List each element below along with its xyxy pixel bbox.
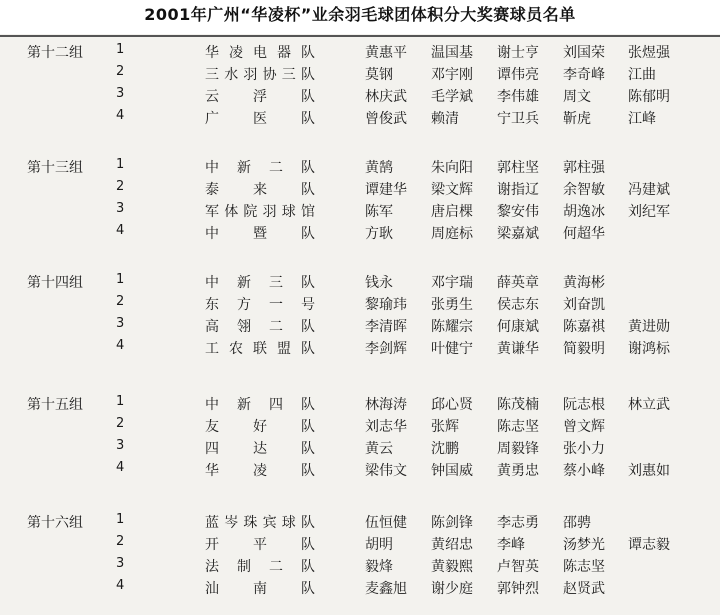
team-name: 军体院羽球馆 bbox=[205, 204, 315, 220]
roster-row bbox=[0, 155, 720, 177]
player-name: 赖清 bbox=[431, 111, 459, 127]
roster-row bbox=[0, 314, 720, 336]
player-name: 谭志毅 bbox=[628, 537, 670, 553]
team-number: 1 bbox=[116, 157, 125, 172]
player-name: 谢士亨 bbox=[497, 45, 539, 61]
player-name: 靳虎 bbox=[563, 111, 591, 127]
team-number: 2 bbox=[116, 294, 125, 309]
player-name: 黄毅熙 bbox=[431, 559, 473, 575]
player-name: 毅烽 bbox=[365, 559, 393, 575]
player-name: 莫钢 bbox=[365, 67, 393, 83]
group-block bbox=[0, 155, 720, 243]
player-name: 唐启棵 bbox=[431, 204, 473, 220]
player-name: 侯志东 bbox=[497, 297, 539, 313]
player-name: 李剑辉 bbox=[365, 341, 407, 357]
player-name: 梁伟文 bbox=[365, 463, 407, 479]
team-name: 华凌电器队 bbox=[205, 45, 315, 61]
player-name: 黄海彬 bbox=[563, 275, 605, 291]
player-name: 黎瑜玮 bbox=[365, 297, 407, 313]
title-divider bbox=[0, 35, 720, 37]
team-name: 高翎二队 bbox=[205, 319, 315, 335]
player-name: 林庆武 bbox=[365, 89, 407, 105]
team-name: 汕南队 bbox=[205, 581, 315, 597]
team-name: 友好队 bbox=[205, 419, 315, 435]
roster-row bbox=[0, 40, 720, 62]
player-name: 黄勇忠 bbox=[497, 463, 539, 479]
player-name: 蔡小峰 bbox=[563, 463, 605, 479]
group-name: 第十五组 bbox=[27, 397, 83, 413]
roster-row bbox=[0, 436, 720, 458]
player-name: 钟国威 bbox=[431, 463, 473, 479]
team-number: 4 bbox=[116, 223, 125, 238]
roster-row bbox=[0, 221, 720, 243]
player-name: 胡逸冰 bbox=[563, 204, 605, 220]
player-name: 刘志华 bbox=[365, 419, 407, 435]
player-name: 江曲 bbox=[628, 67, 656, 83]
group-block bbox=[0, 40, 720, 128]
roster-row bbox=[0, 62, 720, 84]
player-name: 余智敏 bbox=[563, 182, 605, 198]
player-name: 宁卫兵 bbox=[497, 111, 539, 127]
player-name: 谢鸿标 bbox=[628, 341, 670, 357]
player-name: 邱心贤 bbox=[431, 397, 473, 413]
player-name: 张小力 bbox=[563, 441, 605, 457]
player-name: 邓宇刚 bbox=[431, 67, 473, 83]
player-name: 刘奋凯 bbox=[563, 297, 605, 313]
player-name: 胡明 bbox=[365, 537, 393, 553]
roster-row bbox=[0, 84, 720, 106]
player-name: 沈鹏 bbox=[431, 441, 459, 457]
player-name: 周毅锋 bbox=[497, 441, 539, 457]
player-name: 叶健宁 bbox=[431, 341, 473, 357]
team-number: 1 bbox=[116, 512, 125, 527]
team-number: 1 bbox=[116, 42, 125, 57]
roster-row bbox=[0, 532, 720, 554]
team-name: 法制二队 bbox=[205, 559, 315, 575]
player-name: 黄绍忠 bbox=[431, 537, 473, 553]
team-number: 2 bbox=[116, 64, 125, 79]
player-name: 毛学斌 bbox=[431, 89, 473, 105]
team-name: 四达队 bbox=[205, 441, 315, 457]
player-name: 李奇峰 bbox=[563, 67, 605, 83]
team-name: 云浮队 bbox=[205, 89, 315, 105]
roster-row bbox=[0, 106, 720, 128]
player-name: 林立武 bbox=[628, 397, 670, 413]
player-name: 周文 bbox=[563, 89, 591, 105]
player-name: 陈剑锋 bbox=[431, 515, 473, 531]
player-name: 温国基 bbox=[431, 45, 473, 61]
player-name: 谭建华 bbox=[365, 182, 407, 198]
player-name: 陈志坚 bbox=[497, 419, 539, 435]
player-name: 何康斌 bbox=[497, 319, 539, 335]
player-name: 梁文辉 bbox=[431, 182, 473, 198]
team-name: 中新二队 bbox=[205, 160, 315, 176]
team-number: 2 bbox=[116, 534, 125, 549]
team-number: 3 bbox=[116, 316, 125, 331]
player-name: 赵贤武 bbox=[563, 581, 605, 597]
team-number: 1 bbox=[116, 272, 125, 287]
player-name: 刘惠如 bbox=[628, 463, 670, 479]
player-name: 曾文辉 bbox=[563, 419, 605, 435]
player-name: 刘国荣 bbox=[563, 45, 605, 61]
player-name: 郭柱强 bbox=[563, 160, 605, 176]
group-name: 第十二组 bbox=[27, 45, 83, 61]
team-name: 广医队 bbox=[205, 111, 315, 127]
player-name: 林海涛 bbox=[365, 397, 407, 413]
player-name: 陈嘉祺 bbox=[563, 319, 605, 335]
team-number: 2 bbox=[116, 179, 125, 194]
team-number: 4 bbox=[116, 578, 125, 593]
team-name: 华凌队 bbox=[205, 463, 315, 479]
player-name: 陈耀宗 bbox=[431, 319, 473, 335]
roster-row bbox=[0, 292, 720, 314]
player-name: 梁嘉斌 bbox=[497, 226, 539, 242]
player-name: 薛英章 bbox=[497, 275, 539, 291]
team-name: 中新三队 bbox=[205, 275, 315, 291]
roster-row bbox=[0, 392, 720, 414]
player-name: 李峰 bbox=[497, 537, 525, 553]
player-name: 谢指辽 bbox=[497, 182, 539, 198]
player-name: 郭钟烈 bbox=[497, 581, 539, 597]
team-number: 3 bbox=[116, 201, 125, 216]
player-name: 郭柱坚 bbox=[497, 160, 539, 176]
player-name: 方耿 bbox=[365, 226, 393, 242]
player-name: 邵骋 bbox=[563, 515, 591, 531]
player-name: 刘纪军 bbox=[628, 204, 670, 220]
team-name: 东方一号 bbox=[205, 297, 315, 313]
team-name: 三水羽协三队 bbox=[205, 67, 315, 83]
team-name: 中暨队 bbox=[205, 226, 315, 242]
player-name: 李清晖 bbox=[365, 319, 407, 335]
team-name: 中新四队 bbox=[205, 397, 315, 413]
player-name: 黎安伟 bbox=[497, 204, 539, 220]
roster-row bbox=[0, 414, 720, 436]
team-name: 开平队 bbox=[205, 537, 315, 553]
player-name: 简毅明 bbox=[563, 341, 605, 357]
roster-row bbox=[0, 270, 720, 292]
team-number: 3 bbox=[116, 556, 125, 571]
group-name: 第十六组 bbox=[27, 515, 83, 531]
team-number: 3 bbox=[116, 86, 125, 101]
roster-row bbox=[0, 336, 720, 358]
roster-row bbox=[0, 199, 720, 221]
team-number: 2 bbox=[116, 416, 125, 431]
roster-row bbox=[0, 576, 720, 598]
player-name: 张辉 bbox=[431, 419, 459, 435]
player-name: 黄云 bbox=[365, 441, 393, 457]
team-number: 1 bbox=[116, 394, 125, 409]
player-name: 陈军 bbox=[365, 204, 393, 220]
player-name: 钱永 bbox=[365, 275, 393, 291]
player-name: 周庭标 bbox=[431, 226, 473, 242]
player-name: 张煜强 bbox=[628, 45, 670, 61]
team-name: 工农联盟队 bbox=[205, 341, 315, 357]
player-name: 陈郁明 bbox=[628, 89, 670, 105]
group-block bbox=[0, 392, 720, 480]
player-name: 冯建斌 bbox=[628, 182, 670, 198]
player-name: 李志勇 bbox=[497, 515, 539, 531]
player-name: 朱向阳 bbox=[431, 160, 473, 176]
player-name: 黄谦华 bbox=[497, 341, 539, 357]
group-block bbox=[0, 270, 720, 358]
player-name: 张勇生 bbox=[431, 297, 473, 313]
group-name: 第十三组 bbox=[27, 160, 83, 176]
team-name: 蓝岑珠宾球队 bbox=[205, 515, 315, 531]
roster-row bbox=[0, 554, 720, 576]
player-name: 伍恒健 bbox=[365, 515, 407, 531]
player-name: 卢智英 bbox=[497, 559, 539, 575]
player-name: 何超华 bbox=[563, 226, 605, 242]
player-name: 谭伟亮 bbox=[497, 67, 539, 83]
team-number: 4 bbox=[116, 460, 125, 475]
player-name: 陈茂楠 bbox=[497, 397, 539, 413]
player-name: 李伟雄 bbox=[497, 89, 539, 105]
player-name: 黄鹄 bbox=[365, 160, 393, 176]
team-number: 4 bbox=[116, 108, 125, 123]
player-name: 陈志坚 bbox=[563, 559, 605, 575]
player-name: 黄惠平 bbox=[365, 45, 407, 61]
player-name: 麦鑫旭 bbox=[365, 581, 407, 597]
player-name: 邓宇瑞 bbox=[431, 275, 473, 291]
roster-row bbox=[0, 510, 720, 532]
player-name: 江峰 bbox=[628, 111, 656, 127]
group-name: 第十四组 bbox=[27, 275, 83, 291]
player-name: 曾俊武 bbox=[365, 111, 407, 127]
player-name: 黄进勋 bbox=[628, 319, 670, 335]
document-title: 2001年广州“华凌杯”业余羽毛球团体积分大奖赛球员名单 bbox=[0, 0, 720, 34]
player-name: 谢少庭 bbox=[431, 581, 473, 597]
player-name: 汤梦光 bbox=[563, 537, 605, 553]
team-name: 泰来队 bbox=[205, 182, 315, 198]
team-number: 4 bbox=[116, 338, 125, 353]
roster-row bbox=[0, 458, 720, 480]
roster-row bbox=[0, 177, 720, 199]
team-number: 3 bbox=[116, 438, 125, 453]
group-block bbox=[0, 510, 720, 598]
player-name: 阮志根 bbox=[563, 397, 605, 413]
